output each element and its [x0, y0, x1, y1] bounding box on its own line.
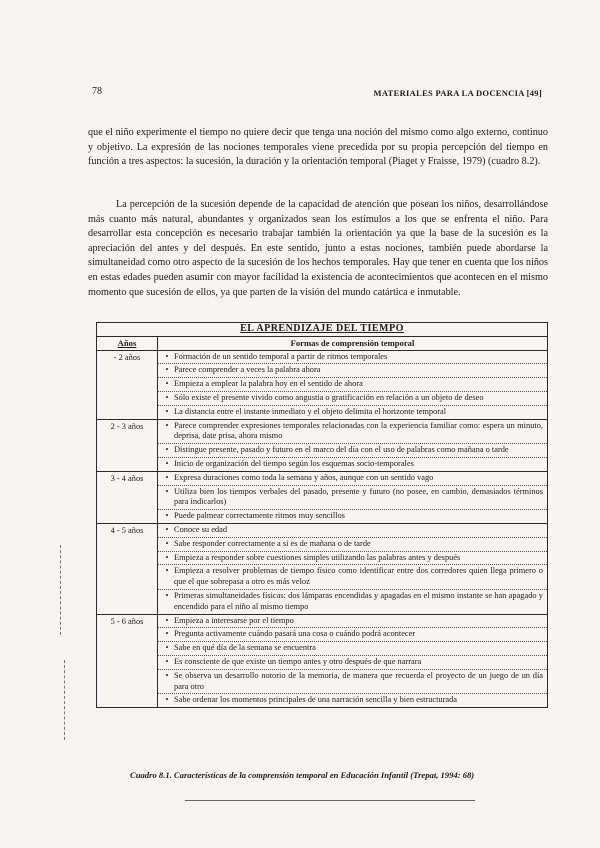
bullet-icon: •	[165, 365, 169, 375]
bullet-icon: •	[165, 538, 169, 548]
bullet-icon: •	[165, 695, 169, 705]
column-header-years: Años	[97, 336, 158, 350]
comprehension-forms-cell	[158, 419, 548, 471]
list-item	[158, 565, 547, 590]
list-item-text: Parece comprender a veces la palabra ahora	[174, 365, 321, 375]
bullet-icon: •	[165, 566, 169, 576]
running-header: MATERIALES PARA LA DOCENCIA [49]	[373, 88, 542, 98]
age-range-cell: 4 - 5 años	[97, 523, 158, 614]
list-item	[158, 656, 547, 670]
comprehension-forms-cell	[158, 614, 548, 708]
list-item	[158, 628, 547, 642]
bullet-icon: •	[165, 524, 169, 534]
list-item	[158, 378, 547, 392]
paragraph-2: La percepción de la sucesión depende de la capacidad de atención que posean los niños, desarrollándose más cuanto más natural, abundantes y organizados sean los estímulos a los que se enfrenta el niño. Para desarrollar esta concepción es necesario trabajar también la orientación ya que la base de la sucesión es la apreciación del antes y del después. En este sentido, junto a estas nociones, también puede abordarse la simultaneidad como otro aspecto de la sucesión de los hechos temporales. Hay que tener en cuenta que los niños en estas edades pueden asumir con mayor facilidad la existencia de acontecimientos que acontecen en el mismo momento que sucesión de ellos, ya que parten de la visión del mundo catártica e inmutable.	[88, 199, 548, 298]
age-range-cell: 5 - 6 años	[97, 614, 158, 708]
list-item-text: Utiliza bien los tiempos verbales del pasado, presente y futuro (no posee, en cambio, demasiados términos para indicarlos)	[174, 486, 543, 507]
bullet-icon: •	[165, 670, 169, 680]
list-item	[158, 364, 547, 378]
list-item	[158, 472, 547, 486]
table-row	[97, 614, 548, 708]
list-item	[158, 524, 547, 538]
margin-scan-mark	[64, 660, 65, 740]
bullet-icon: •	[165, 629, 169, 639]
table-title: EL APRENDIZAJE DEL TIEMPO	[97, 323, 548, 337]
bullet-icon: •	[165, 656, 169, 666]
bullet-icon: •	[165, 486, 169, 496]
list-item-text: La distancia entre el instante inmediato y el objeto delimita el horizonte temporal	[174, 406, 447, 416]
list-item	[158, 694, 547, 707]
bullet-icon: •	[165, 445, 169, 455]
table-row	[97, 471, 548, 523]
list-item	[158, 590, 547, 614]
list-item-text: Es consciente de que existe un tiempo antes y otro después de que narrara	[174, 656, 422, 666]
list-item	[158, 670, 547, 695]
list-item	[158, 510, 547, 523]
list-item-text: Empieza a responder sobre cuestiones simples utilizando las palabras antes y después	[174, 552, 461, 562]
list-item	[158, 538, 547, 552]
comprehension-forms-cell	[158, 471, 548, 523]
list-item	[158, 392, 547, 406]
list-item-text: Puede palmear correctamente ritmos muy sencillos	[174, 511, 345, 521]
bullet-icon: •	[165, 406, 169, 416]
list-item	[158, 615, 547, 629]
list-item-text: Primeras simultaneidades físicas: dos lámparas encendidas y apagadas en el mismo instante se han apagado y encendido para el niño al mismo tiempo	[174, 590, 543, 611]
list-item-text: Se observa un desarrollo notorio de la memoria, de manera que recuerda el proyecto de un juego de un día para otro	[174, 670, 543, 691]
list-item	[158, 351, 547, 365]
list-item	[158, 420, 547, 445]
comprehension-forms-cell	[158, 350, 548, 419]
list-item-text: Formación de un sentido temporal a partir de ritmos temporales	[174, 351, 388, 361]
bullet-icon: •	[165, 643, 169, 653]
list-item	[158, 642, 547, 656]
bullet-icon: •	[165, 615, 169, 625]
list-item-text: Pregunta activamente cuándo pasará una cosa o cuándo podrá acontecer	[174, 629, 416, 639]
bullet-icon: •	[165, 392, 169, 402]
list-item	[158, 406, 547, 419]
bullet-icon: •	[165, 552, 169, 562]
page-number: 78	[92, 86, 102, 97]
table-row	[97, 350, 548, 419]
table-row	[97, 419, 548, 471]
list-item-text: Parece comprender expresiones temporales relacionadas con la experiencia familiar como: espera un minuto, deprisa, date prisa, ahora mismo	[174, 420, 543, 441]
list-item-text: Sabe responder correctamente a si es de mañana o de tarde	[174, 538, 371, 548]
list-item-text: Empieza a interesarse por el tiempo	[174, 615, 294, 625]
age-range-cell: 3 - 4 años	[97, 471, 158, 523]
paragraph-1: que el niño experimente el tiempo no quiere decir que tenga una noción del mismo como algo externo, continuo y objetivo. La expresión de las nociones temporales viene precedida por su propia percepción del tiempo en función a tres aspectos: la sucesión, la duración y la orientación temporal (Piaget y Fraisse, 1979) (cuadro 8.2).	[88, 127, 548, 168]
list-item	[158, 552, 547, 566]
age-range-cell: - 2 años	[97, 350, 158, 419]
column-header-forms: Formas de comprensión temporal	[158, 336, 548, 350]
list-item-text: Conoce su edad	[174, 524, 228, 534]
age-range-cell: 2 - 3 años	[97, 419, 158, 471]
bullet-icon: •	[165, 458, 169, 468]
list-item-text: Sólo existe el presente vivido como angustia o gratificación en relación a un objeto de deseo	[174, 392, 484, 402]
footer-rule	[185, 800, 475, 801]
list-item-text: Empieza a resolver problemas de tiempo físico como identificar entre dos corredores quien llega primero o que el que sobrepasa a otro es más veloz	[174, 566, 543, 587]
bullet-icon: •	[165, 420, 169, 430]
bullet-icon: •	[165, 379, 169, 389]
margin-scan-mark	[60, 545, 61, 635]
table-row	[97, 523, 548, 614]
bullet-icon: •	[165, 351, 169, 361]
list-item	[158, 458, 547, 471]
comprehension-forms-cell	[158, 523, 548, 614]
list-item-text: Sabe en qué día de la semana se encuentra	[174, 643, 316, 653]
bullet-icon: •	[165, 472, 169, 482]
list-item-text: Expresa duraciones como toda la semana y años, aunque con un sentido vago	[174, 472, 434, 482]
list-item-text: Inicio de organización del tiempo según los esquemas socio-temporales	[174, 458, 414, 468]
list-item-text: Distingue presente, pasado y futuro en el marco del día con el uso de palabras como mañana o tarde	[174, 445, 509, 455]
list-item-text: Sabe ordenar los momentos principales de una narración sencilla y bien estructurada	[174, 695, 458, 705]
list-item	[158, 444, 547, 458]
list-item-text: Empieza a emplear la palabra hoy en el sentido de ahora	[174, 379, 363, 389]
bullet-icon: •	[165, 590, 169, 600]
list-item	[158, 486, 547, 511]
table-caption: Cuadro 8.1. Características de la comprensión temporal en Educación Infantil (Trepat, 1994: 68)	[130, 770, 475, 780]
bullet-icon: •	[165, 511, 169, 521]
time-learning-table	[96, 322, 548, 708]
